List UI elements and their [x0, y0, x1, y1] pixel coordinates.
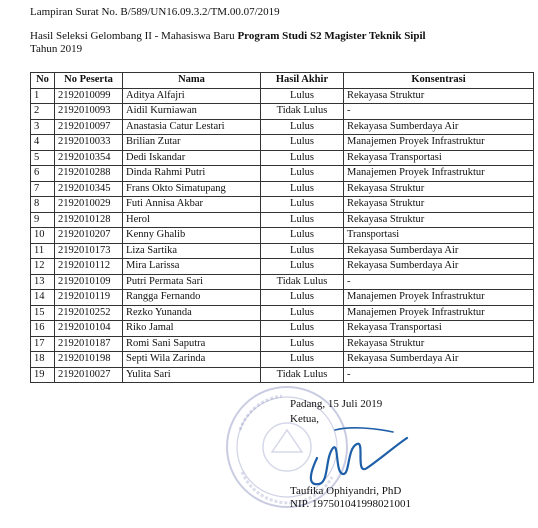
column-header-no-peserta: No Peserta	[55, 73, 123, 89]
cell-konsentrasi: Rekayasa Sumberdaya Air	[344, 352, 534, 368]
cell-nama: Futi Annisa Akbar	[123, 197, 261, 213]
cell-hasil-akhir: Tidak Lulus	[261, 367, 344, 383]
cell-no: 10	[31, 228, 55, 244]
document-heading	[30, 30, 530, 56]
signatory-nip: NIP. 197501041998021001	[290, 498, 412, 510]
table-row	[31, 336, 534, 352]
cell-no: 18	[31, 352, 55, 368]
cell-no-peserta: 2192010207	[55, 228, 123, 244]
cell-konsentrasi: Transportasi	[344, 228, 534, 244]
cell-konsentrasi: -	[344, 367, 534, 383]
cell-konsentrasi: Rekayasa Transportasi	[344, 150, 534, 166]
cell-hasil-akhir: Lulus	[261, 243, 344, 259]
table-row	[31, 305, 534, 321]
cell-no-peserta: 2192010173	[55, 243, 123, 259]
cell-no-peserta: 2192010099	[55, 88, 123, 104]
cell-hasil-akhir: Lulus	[261, 305, 344, 321]
table-row	[31, 367, 534, 383]
cell-no: 14	[31, 290, 55, 306]
table-row	[31, 259, 534, 275]
cell-hasil-akhir: Lulus	[261, 336, 344, 352]
reference-number: Lampiran Surat No. B/589/UN16.09.3.2/TM.00.07/2019	[30, 6, 280, 18]
cell-konsentrasi: -	[344, 104, 534, 120]
cell-nama: Dinda Rahmi Putri	[123, 166, 261, 182]
cell-konsentrasi: -	[344, 274, 534, 290]
cell-hasil-akhir: Lulus	[261, 88, 344, 104]
cell-hasil-akhir: Lulus	[261, 166, 344, 182]
cell-hasil-akhir: Tidak Lulus	[261, 104, 344, 120]
cell-no: 17	[31, 336, 55, 352]
cell-no: 8	[31, 197, 55, 213]
cell-no-peserta: 2192010252	[55, 305, 123, 321]
cell-nama: Brilian Zutar	[123, 135, 261, 151]
cell-hasil-akhir: Lulus	[261, 321, 344, 337]
cell-no-peserta: 2192010128	[55, 212, 123, 228]
cell-nama: Dedi Iskandar	[123, 150, 261, 166]
cell-no: 5	[31, 150, 55, 166]
cell-konsentrasi: Rekayasa Struktur	[344, 181, 534, 197]
cell-no: 3	[31, 119, 55, 135]
cell-nama: Frans Okto Simatupang	[123, 181, 261, 197]
place-date: Padang, 15 Juli 2019	[290, 398, 383, 410]
table-row	[31, 290, 534, 306]
table-row	[31, 212, 534, 228]
table-row	[31, 150, 534, 166]
cell-hasil-akhir: Lulus	[261, 181, 344, 197]
cell-no-peserta: 2192010187	[55, 336, 123, 352]
cell-no-peserta: 2192010288	[55, 166, 123, 182]
cell-konsentrasi: Rekayasa Struktur	[344, 212, 534, 228]
cell-konsentrasi: Rekayasa Sumberdaya Air	[344, 119, 534, 135]
handwritten-signature-icon	[295, 418, 415, 493]
cell-konsentrasi: Manajemen Proyek Infrastruktur	[344, 290, 534, 306]
cell-nama: Putri Permata Sari	[123, 274, 261, 290]
cell-hasil-akhir: Lulus	[261, 212, 344, 228]
cell-nama: Anastasia Catur Lestari	[123, 119, 261, 135]
cell-no-peserta: 2192010093	[55, 104, 123, 120]
cell-hasil-akhir: Lulus	[261, 228, 344, 244]
cell-no: 11	[31, 243, 55, 259]
table-row	[31, 166, 534, 182]
cell-nama: Aditya Alfajri	[123, 88, 261, 104]
table-row	[31, 228, 534, 244]
cell-konsentrasi: Rekayasa Struktur	[344, 88, 534, 104]
cell-konsentrasi: Rekayasa Struktur	[344, 197, 534, 213]
cell-no-peserta: 2192010097	[55, 119, 123, 135]
cell-nama: Yulita Sari	[123, 367, 261, 383]
cell-konsentrasi: Rekayasa Sumberdaya Air	[344, 259, 534, 275]
table-row	[31, 181, 534, 197]
cell-no-peserta: 2192010198	[55, 352, 123, 368]
cell-konsentrasi: Rekayasa Transportasi	[344, 321, 534, 337]
table-body	[31, 88, 534, 383]
cell-hasil-akhir: Lulus	[261, 197, 344, 213]
cell-no: 12	[31, 259, 55, 275]
cell-hasil-akhir: Tidak Lulus	[261, 274, 344, 290]
cell-no: 15	[31, 305, 55, 321]
cell-no: 4	[31, 135, 55, 151]
cell-nama: Rezko Yunanda	[123, 305, 261, 321]
cell-no-peserta: 2192010029	[55, 197, 123, 213]
header-row	[31, 73, 534, 89]
cell-no-peserta: 2192010027	[55, 367, 123, 383]
cell-nama: Mira Larissa	[123, 259, 261, 275]
cell-no-peserta: 2192010345	[55, 181, 123, 197]
table-row	[31, 197, 534, 213]
cell-konsentrasi: Manajemen Proyek Infrastruktur	[344, 166, 534, 182]
cell-hasil-akhir: Lulus	[261, 290, 344, 306]
heading-program: Program Studi S2 Magister Teknik Sipil	[237, 30, 426, 42]
table-row	[31, 352, 534, 368]
cell-nama: Rangga Fernando	[123, 290, 261, 306]
cell-hasil-akhir: Lulus	[261, 259, 344, 275]
cell-no: 2	[31, 104, 55, 120]
cell-konsentrasi: Rekayasa Struktur	[344, 336, 534, 352]
table-row	[31, 119, 534, 135]
table-row	[31, 274, 534, 290]
cell-nama: Aidil Kurniawan	[123, 104, 261, 120]
table-row	[31, 321, 534, 337]
signatory-role: Ketua,	[290, 413, 320, 425]
results-table	[30, 72, 534, 383]
signatory-name: Taufika Ophiyandri, PhD	[290, 485, 402, 497]
column-header-no: No	[31, 73, 55, 89]
cell-no: 1	[31, 88, 55, 104]
cell-nama: Septi Wila Zarinda	[123, 352, 261, 368]
cell-no: 16	[31, 321, 55, 337]
cell-nama: Kenny Ghalib	[123, 228, 261, 244]
cell-no-peserta: 2192010354	[55, 150, 123, 166]
cell-no: 13	[31, 274, 55, 290]
cell-no-peserta: 2192010112	[55, 259, 123, 275]
cell-nama: Riko Jamal	[123, 321, 261, 337]
table-row	[31, 243, 534, 259]
table-row	[31, 104, 534, 120]
cell-konsentrasi: Manajemen Proyek Infrastruktur	[344, 305, 534, 321]
table-row	[31, 135, 534, 151]
cell-nama: Romi Sani Saputra	[123, 336, 261, 352]
cell-no: 9	[31, 212, 55, 228]
cell-no-peserta: 2192010109	[55, 274, 123, 290]
cell-nama: Herol	[123, 212, 261, 228]
heading-year: Tahun 2019	[30, 43, 83, 55]
cell-konsentrasi: Manajemen Proyek Infrastruktur	[344, 135, 534, 151]
column-header-nama: Nama	[123, 73, 261, 89]
cell-no: 19	[31, 367, 55, 383]
cell-nama: Liza Sartika	[123, 243, 261, 259]
cell-konsentrasi: Rekayasa Sumberdaya Air	[344, 243, 534, 259]
cell-hasil-akhir: Lulus	[261, 135, 344, 151]
cell-no: 7	[31, 181, 55, 197]
cell-no-peserta: 2192010033	[55, 135, 123, 151]
column-header-konsentrasi: Konsentrasi	[344, 73, 534, 89]
cell-hasil-akhir: Lulus	[261, 352, 344, 368]
cell-no-peserta: 2192010104	[55, 321, 123, 337]
cell-hasil-akhir: Lulus	[261, 119, 344, 135]
heading-prefix: Hasil Seleksi Gelombang II - Mahasiswa Baru	[30, 30, 238, 42]
cell-hasil-akhir: Lulus	[261, 150, 344, 166]
column-header-hasil-akhir: Hasil Akhir	[261, 73, 344, 89]
cell-no-peserta: 2192010119	[55, 290, 123, 306]
cell-no: 6	[31, 166, 55, 182]
table-row	[31, 88, 534, 104]
